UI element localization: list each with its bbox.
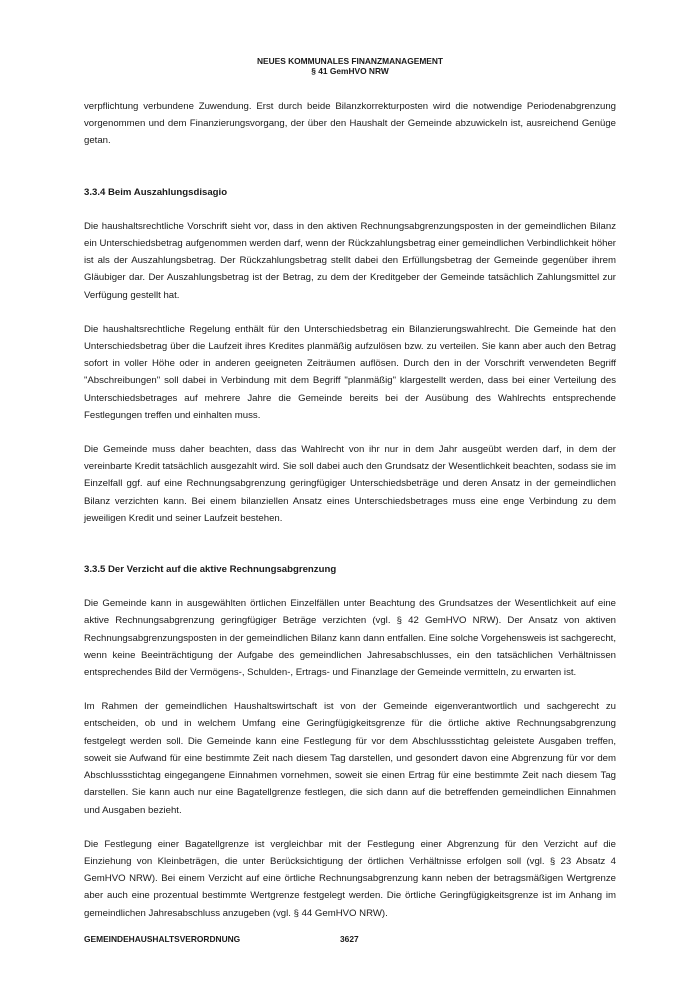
intro-paragraph: verpflichtung verbundene Zuwendung. Erst durch beide Bilanzkorrekturposten wird die notwendige Periodenabgrenzung vorgenommen und dem Finanzierungsvorgang, der über den Haushalt der Gemeinde abzuwickeln ist, ausreichend Genüge getan.: [84, 101, 616, 147]
page-header: [0, 56, 700, 76]
footer-label: GEMEINDEHAUSHALTSVERORDNUNG: [84, 934, 241, 944]
header-title: NEUES KOMMUNALES FINANZMANAGEMENT: [256, 56, 444, 66]
section2-paragraph-1: Die Gemeinde kann in ausgewählten örtlichen Einzelfällen unter Beachtung des Grundsatzes der Wesentlichkeit auf eine aktive Rechnungsabgrenzung geringfügiger Beträge verzichten (vgl. § 42 GemHVO NRW). Der Ansatz von aktiven Rechnungsabgrenzungsposten in der gemeindlichen Bilanz kann dann entfallen. Eine solche Vorgehensweis ist sachgerecht, wenn keine Beeinträchtigung der Aufgabe des gemeindlichen Jahresabschlusses, ein den tatsächlichen Verhältnissen entsprechendes Bild der Vermögens-, Schulden-, Ertrags- und Finanzlage der Gemeinde vermitteln, zu erwarten ist.: [84, 598, 616, 679]
section1-paragraph-2: Die haushaltsrechtliche Regelung enthält für den Unterschiedsbetrag ein Bilanzierungswahlrecht. Die Gemeinde hat den Unterschiedsbetrag über die Laufzeit ihres Kredites planmäßig aufzulösen bzw. zu verteilen. Sie kann aber auch den Betrag sofort in voller Höhe oder in anderen geeigneten Zeiträumen auflösen. Durch den in der Vorschrift verwendeten Begriff "Abschreibungen" soll dabei in Verbindung mit dem Begriff "planmäßig" klargestellt werden, dass bei einer Verteilung des Unterschiedsbetrages auf mehrere Jahre die Gemeinde bereits bei der Ausübung des Wahlrechts entsprechende Festlegungen treffen und einhalten muss.: [84, 323, 616, 421]
section-heading-3-3-5: 3.3.5 Der Verzicht auf die aktive Rechnungsabgrenzung: [84, 564, 337, 576]
section-heading-3-3-4: 3.3.4 Beim Auszahlungsdisagio: [84, 186, 228, 198]
header-subtitle: § 41 GemHVO NRW: [311, 66, 389, 76]
page-footer: [84, 934, 359, 944]
section1-paragraph-3: Die Gemeinde muss daher beachten, dass das Wahlrecht von ihr nur in dem Jahr ausgeübt werden darf, in dem der vereinbarte Kredit tatsächlich ausgezahlt wird. Sie soll dabei auch den Grundsatz der Wesentlichkeit beachten, sodass sie im Einzelfall ggf. auf eine Rechnungsabgrenzung geringfügiger Unterschiedsbeträge und deren Ansatz in der gemeindlichen Bilanz verzichten kann. Bei einem bilanziellen Ansatz eines Unterschiedsbetrages muss eine enge Verbindung zu dem jeweiligen Kredit und seiner Laufzeit bestehen.: [84, 444, 616, 524]
section1-paragraph-1: Die haushaltsrechtliche Vorschrift sieht vor, dass in den aktiven Rechnungsabgrenzungsposten in der gemeindlichen Bilanz ein Unterschiedsbetrag aufgenommen werden darf, wenn der Rückzahlungsbetrag einer gemeindlichen Verbindlichkeit höher ist als der Auszahlungsbetrag. Der Rückzahlungsbetrag stellt dabei den Erfüllungsbetrag der Gemeinde gegenüber ihrem Gläubiger dar. Der Auszahlungsbetrag ist der Betrag, zu dem der Kreditgeber der Gemeinde tatsächlich Zahlungsmittel zur Verfügung gestellt hat.: [84, 220, 616, 301]
page-body: [84, 98, 616, 922]
section2-paragraph-2: Im Rahmen der gemeindlichen Haushaltswirtschaft ist von der Gemeinde eigenverantwortlich und sachgerecht zu entscheiden, ob und in welchem Umfang eine Geringfügigkeitsgrenze für die örtliche aktive Rechnungsabgrenzung festgelegt werden soll. Die Gemeinde kann eine Festlegung für vor dem Abschlussstichtag geleistete Ausgaben treffen, soweit sie Aufwand für eine bestimmte Zeit nach diesem Tag darstellen, und gesondert davon eine Abgrenzung für vor dem Abschlussstichtag eingegangene Einnahmen vornehmen, soweit sie einen Ertrag für eine bestimmte Zeit nach diesem Tag darstellen. Sie kann auch nur eine Bagatellgrenze festlegen, die sich dann auf die betreffenden gemeindlichen Einnahmen und Ausgaben bezieht.: [84, 701, 616, 816]
section2-paragraph-3: Die Festlegung einer Bagatellgrenze ist vergleichbar mit der Festlegung einer Abgrenzung für den Verzicht auf die Einziehung von Kleinbeträgen, die unter Berücksichtigung der örtlichen Verhältnisse erfolgen soll (vgl. § 23 Absatz 4 GemHVO NRW). Bei einem Verzicht auf eine örtliche Rechnungsabgrenzung kann neben der betragsmäßigen Wertgrenze aber auch eine prozentual bestimmte Wertgrenze festgelegt werden. Die örtliche Geringfügigkeitsgrenze ist im Anhang im gemeindlichen Jahresabschluss anzugeben (vgl. § 44 GemHVO NRW).: [84, 838, 616, 919]
page-number: 3627: [340, 934, 359, 944]
